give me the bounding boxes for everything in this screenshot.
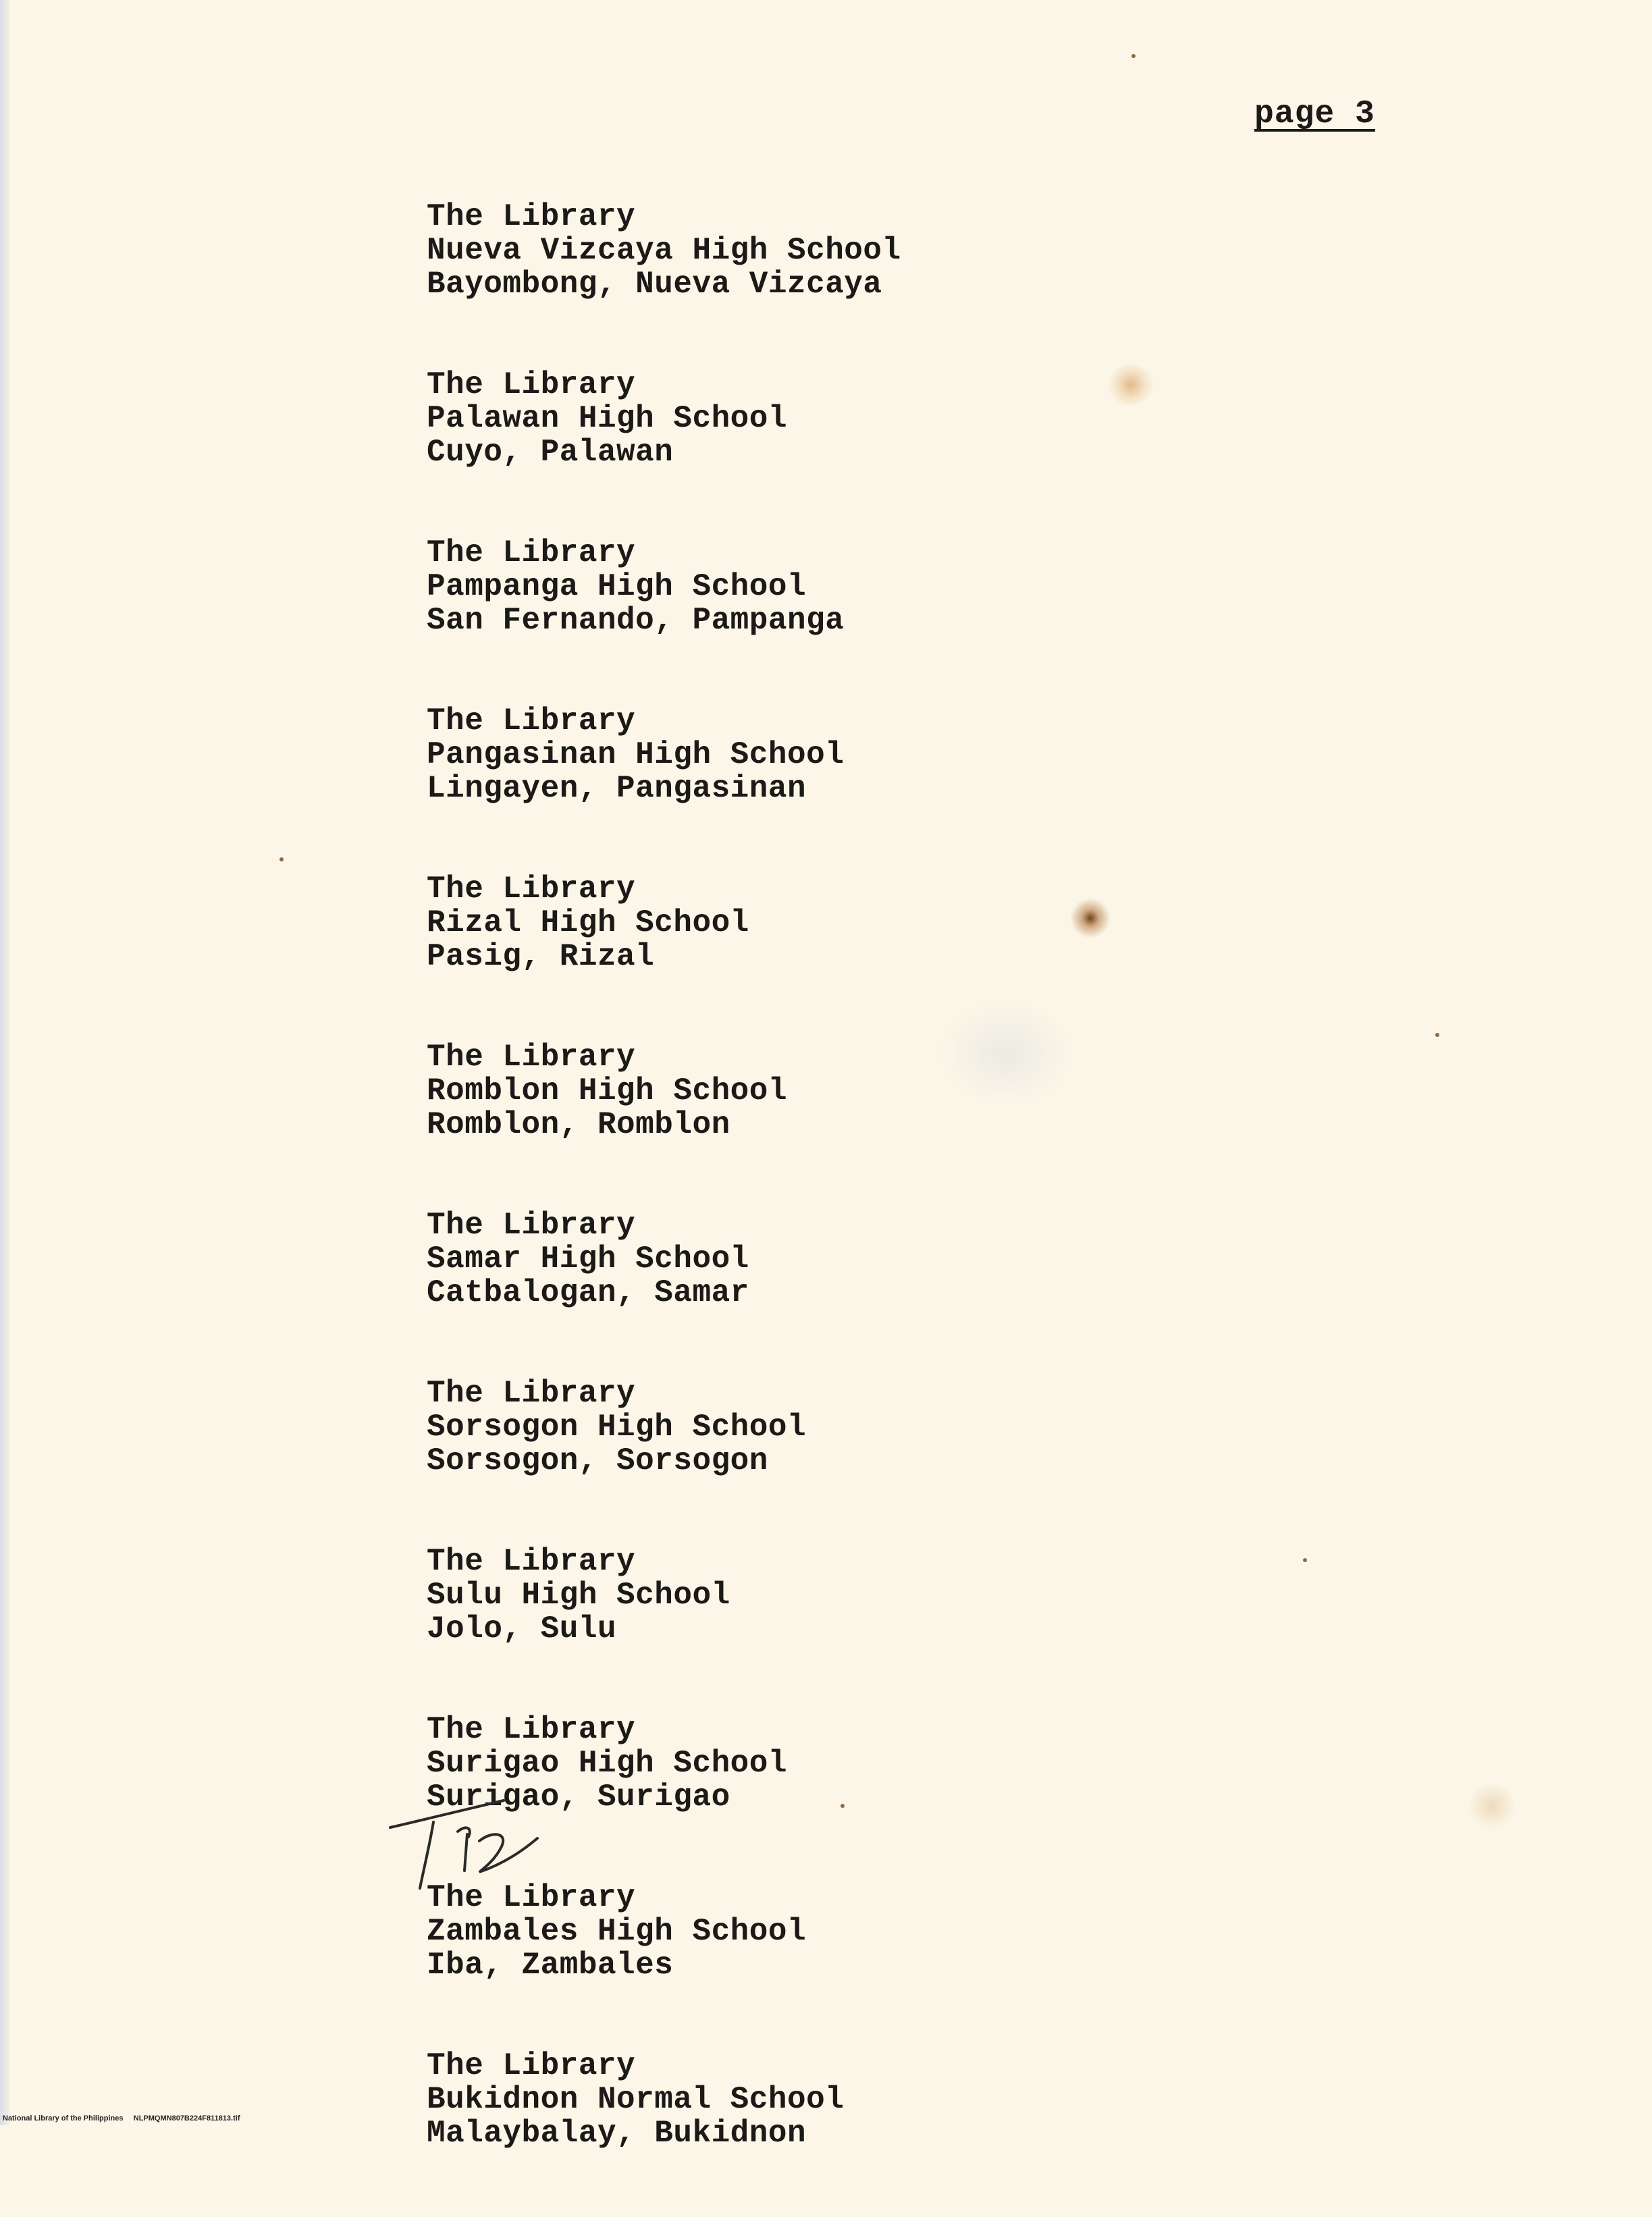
paper-speck — [279, 857, 284, 861]
paper-stain — [1107, 365, 1154, 405]
address-block — [427, 200, 901, 301]
paper-speck — [1303, 1558, 1307, 1562]
address-line-school: Sulu High School — [427, 1578, 730, 1613]
address-line-library: The Library — [427, 1544, 636, 1579]
address-block — [427, 1208, 901, 1310]
paper-stain — [938, 999, 1073, 1107]
address-line-library: The Library — [427, 703, 636, 739]
address-line-library: The Library — [427, 1880, 636, 1915]
address-line-location: Surigao, Surigao — [427, 1780, 730, 1815]
address-line-school: Surigao High School — [427, 1746, 787, 1781]
archive-caption: National Library of the Philippines NLPMQMN807B224F811813.tif — [3, 2114, 240, 2122]
scan-edge — [0, 0, 9, 2125]
address-line-school: Samar High School — [427, 1241, 749, 1277]
address-line-school: Rizal High School — [427, 905, 749, 940]
paper-stain — [1468, 1782, 1516, 1829]
address-line-school: Zambales High School — [427, 1914, 807, 1949]
address-line-school: Pangasinan High School — [427, 737, 845, 772]
address-line-school: Romblon High School — [427, 1073, 787, 1108]
address-block — [427, 1377, 901, 1478]
address-line-location: Romblon, Romblon — [427, 1107, 730, 1142]
address-line-location: Bayombong, Nueva Vizcaya — [427, 267, 882, 302]
address-block — [427, 1040, 901, 1142]
address-line-school: Pampanga High School — [427, 569, 807, 604]
paper-speck — [1131, 54, 1136, 58]
address-line-location: Jolo, Sulu — [427, 1611, 617, 1647]
address-line-library: The Library — [427, 2048, 636, 2083]
address-line-library: The Library — [427, 367, 636, 402]
address-line-location: Malaybalay, Bukidnon — [427, 2116, 807, 2151]
page-number: page 3 — [1254, 96, 1375, 132]
address-line-library: The Library — [427, 1712, 636, 1747]
address-line-school: Sorsogon High School — [427, 1410, 807, 1445]
handwritten-t12-mark — [385, 1792, 547, 1900]
address-line-school: Nueva Vizcaya High School — [427, 233, 901, 268]
address-block — [427, 536, 901, 637]
address-block — [427, 704, 901, 805]
address-block — [427, 368, 901, 469]
paper-speck — [1435, 1033, 1439, 1037]
address-line-school: Palawan High School — [427, 401, 787, 436]
paper-stain — [1070, 898, 1111, 938]
address-line-library: The Library — [427, 199, 636, 234]
address-line-library: The Library — [427, 1376, 636, 1411]
address-line-location: Iba, Zambales — [427, 1948, 674, 1983]
address-line-location: Catbalogan, Samar — [427, 1275, 749, 1310]
address-line-library: The Library — [427, 1208, 636, 1243]
address-line-school: Bukidnon Normal School — [427, 2082, 845, 2117]
address-block — [427, 1545, 901, 1646]
address-line-library: The Library — [427, 872, 636, 907]
address-block — [427, 2049, 901, 2150]
address-line-location: Cuyo, Palawan — [427, 435, 674, 470]
address-line-library: The Library — [427, 535, 636, 570]
address-line-location: San Fernando, Pampanga — [427, 603, 845, 638]
address-line-location: Pasig, Rizal — [427, 939, 655, 974]
address-block — [427, 872, 901, 973]
address-line-library: The Library — [427, 1040, 636, 1075]
address-line-location: Sorsogon, Sorsogon — [427, 1443, 768, 1478]
address-line-location: Lingayen, Pangasinan — [427, 771, 807, 806]
address-list — [427, 200, 901, 2217]
